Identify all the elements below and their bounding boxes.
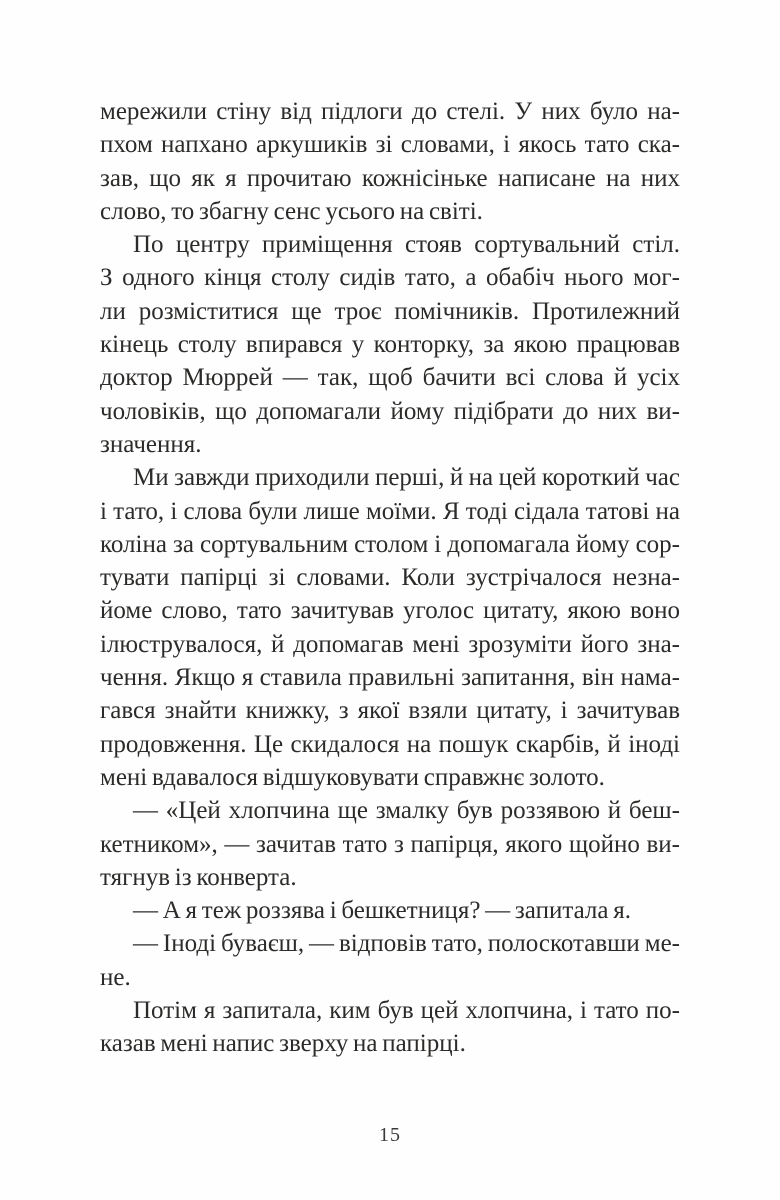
text-line: казав мені напис зверху на папірці. [100,1030,466,1058]
text-line: і тато, і слова були лише моїми. Я тоді сідала татові на [100,497,680,525]
text-block [100,95,680,1061]
text-line: продовження. Це скидалося на пошук скарбів, й іноді [100,730,680,758]
text-line: не. [100,963,131,991]
text-line: йоме слово, тато зачитував уголос цитату, якою воно [100,597,680,625]
text-line: мені вдавалося відшуковувати справжнє золото. [100,763,605,791]
text-line: тувати папірці зі словами. Коли зустрічалося незна- [100,564,680,592]
paragraph [100,894,680,927]
paragraph [100,927,680,994]
text-line: значення. [100,430,202,458]
paragraph [100,794,680,894]
text-line: ілюструвалося, й допомагав мені зрозуміти його зна- [100,630,680,658]
text-line: По центру приміщення стояв сортувальний стіл. [133,231,680,259]
text-line: чення. Якщо я ставила правильні запитання, він нама- [100,664,680,692]
text-line: — А я теж роззява і бешкетниця? — запитала я. [133,897,631,925]
text-line: доктор Мюррей — так, щоб бачити всі слова й усіх [100,364,680,392]
page-number: 15 [379,1124,401,1146]
text-line: З одного кінця столу сидів тато, а обабіч нього мог- [100,264,680,292]
text-line: коліна за сортувальним столом і допомагала йому сор- [100,530,680,558]
text-line: пхом напхано аркушиків зі словами, і якось тато ска- [100,131,680,159]
text-line: тягнув із конверта. [100,863,297,891]
paragraph [100,994,680,1061]
paragraph [100,461,680,794]
text-line: — «Цей хлопчина ще змалку був роззявою й беш- [133,797,680,825]
text-line: гався знайти книжку, з якої взяли цитату, і зачитував [100,697,680,725]
text-line: кетником», — зачитав тато з папірця, якого щойно ви- [100,830,680,858]
text-line: Ми завжди приходили перші, й на цей короткий час [133,464,680,492]
text-line: чоловіків, що допомагали йому підібрати до них ви- [100,397,680,425]
text-line: слово, то збагну сенс усього на світі. [100,197,483,225]
text-line: ли розміститися ще троє помічників. Протилежний [100,297,680,325]
paragraph [100,228,680,461]
text-line: зав, що як я прочитаю кожнісіньке написане на них [100,164,680,192]
text-line: Потім я запитала, ким був цей хлопчина, і тато по- [133,997,680,1025]
text-line: мережили стіну від підлоги до стелі. У них було на- [100,98,680,125]
paragraph [100,95,680,228]
text-line: кінець столу впирався у конторку, за якою працював [100,331,680,359]
text-line: — Іноді буваєш, — відповів тато, полоскотавши ме- [133,930,680,958]
